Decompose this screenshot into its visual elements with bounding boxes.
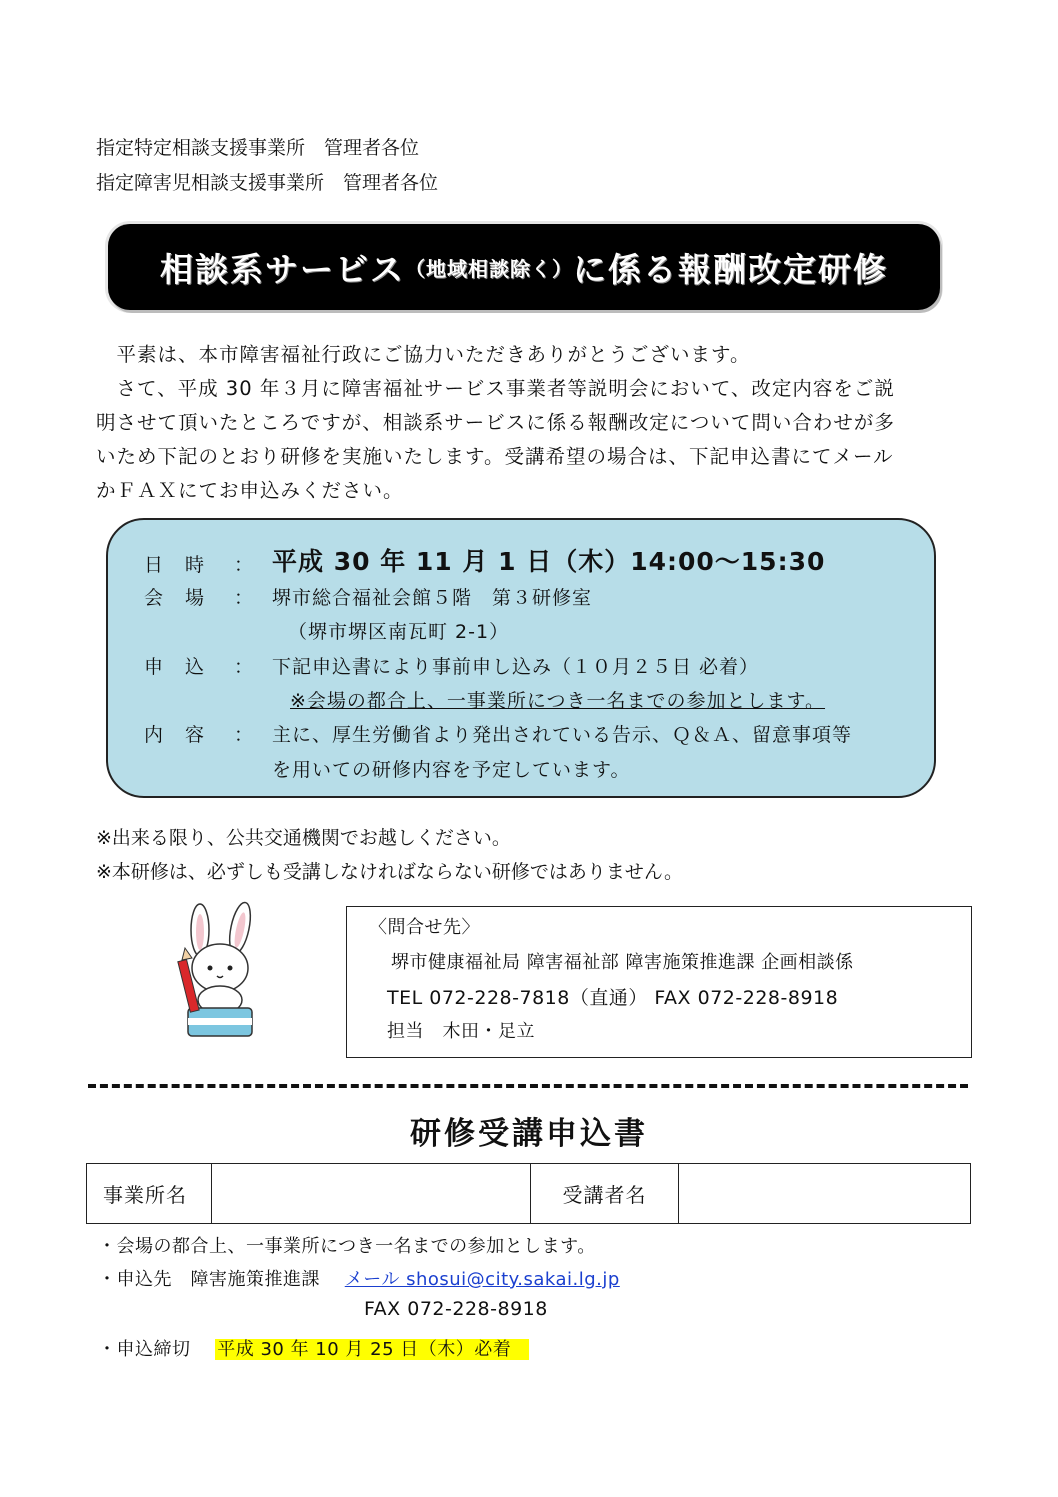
office-name-label: 事業所名 [87, 1164, 212, 1224]
colon: ： [234, 587, 255, 609]
note-1: ※出来る限り、公共交通機関でお越しください。 [96, 827, 511, 849]
colon: ： [234, 554, 255, 576]
attendee-name-label: 受講者名 [531, 1164, 679, 1224]
venue-value: 堺市総合福祉会館５階 第３研修室 [272, 587, 593, 609]
colon: ： [234, 656, 255, 678]
venue-row [144, 583, 244, 610]
body-line: さて、平成 30 年３月に障害福祉サービス事業者等説明会において、改定内容をご説 [96, 377, 895, 400]
application-table [86, 1163, 971, 1224]
rabbit-mascot-icon [168, 900, 268, 1040]
cut-line [88, 1084, 968, 1088]
event-info-box [106, 518, 936, 798]
deadline-value: 平成 30 年 10 月 25 日（木）必着 [215, 1339, 529, 1360]
title-main-after: に係る報酬改定研修 [573, 249, 888, 289]
attendee-name-field[interactable] [679, 1164, 971, 1224]
recipient-line-1: 指定特定相談支援事業所 管理者各位 [96, 137, 420, 159]
datetime-value: 平成 30 年 11 月 1 日（木）14:00～15:30 [272, 547, 826, 576]
apply-label: 申込 [144, 656, 227, 678]
apply-value: 下記申込書により事前申し込み（１０月２５日 必着） [272, 656, 760, 678]
form-title: 研修受講申込書 [410, 1116, 648, 1152]
form-note-1: ・会場の都合上、一事業所につき一名までの参加とします。 [98, 1236, 596, 1257]
datetime-row [144, 550, 244, 577]
venue-address: （堺市堺区南瓦町 2-1） [288, 621, 510, 643]
fax-number: FAX 072-228-8918 [364, 1298, 548, 1320]
deadline-label: ・申込締切 [98, 1339, 209, 1360]
contact-heading: 〈問合せ先〉 [369, 917, 480, 938]
content-value-1: 主に、厚生労働省より発出されている告示、Ｑ＆Ａ、留意事項等 [272, 724, 853, 746]
colon: ： [234, 724, 255, 746]
note-2: ※本研修は、必ずしも受講しなければならない研修ではありません。 [96, 861, 684, 883]
content-row [144, 720, 244, 747]
contact-box [346, 906, 972, 1058]
recipient-line-2: 指定障害児相談支援事業所 管理者各位 [96, 172, 439, 194]
apply-to-row [98, 1265, 620, 1291]
content-label: 内容 [144, 724, 227, 746]
body-line: 平素は、本市障害福祉行政にご協力いただきありがとうございます。 [96, 343, 751, 366]
datetime-label: 日時 [144, 554, 227, 576]
apply-row [144, 652, 244, 679]
title-main-before: 相談系サービス [160, 249, 405, 289]
body-line: いため下記のとおり研修を実施いたします。受講希望の場合は、下記申込書にてメール [96, 445, 894, 468]
office-name-field[interactable] [212, 1164, 531, 1224]
venue-label: 会場 [144, 587, 227, 609]
apply-note: ※会場の都合上、一事業所につき一名までの参加とします。 [290, 690, 826, 712]
deadline-row [98, 1335, 529, 1361]
title-small: （地域相談除く） [405, 256, 573, 281]
apply-to-label: ・申込先 障害施策推進課 [98, 1269, 339, 1290]
body-paragraph [96, 338, 946, 508]
body-line: 明させて頂いたところですが、相談系サービスに係る報酬改定について問い合わせが多 [96, 411, 895, 434]
title-banner [108, 224, 940, 310]
content-value-2: を用いての研修内容を予定しています。 [272, 759, 631, 781]
body-line: かＦＡＸにてお申込みください。 [96, 479, 404, 502]
mail-link[interactable]: メール shosui@city.sakai.lg.jp [344, 1269, 620, 1290]
contact-tel-fax: TEL 072-228-7818（直通） FAX 072-228-8918 [387, 987, 839, 1009]
contact-staff: 担当 木田・足立 [387, 1021, 535, 1042]
contact-department: 堺市健康福祉局 障害福祉部 障害施策推進課 企画相談係 [391, 952, 854, 973]
